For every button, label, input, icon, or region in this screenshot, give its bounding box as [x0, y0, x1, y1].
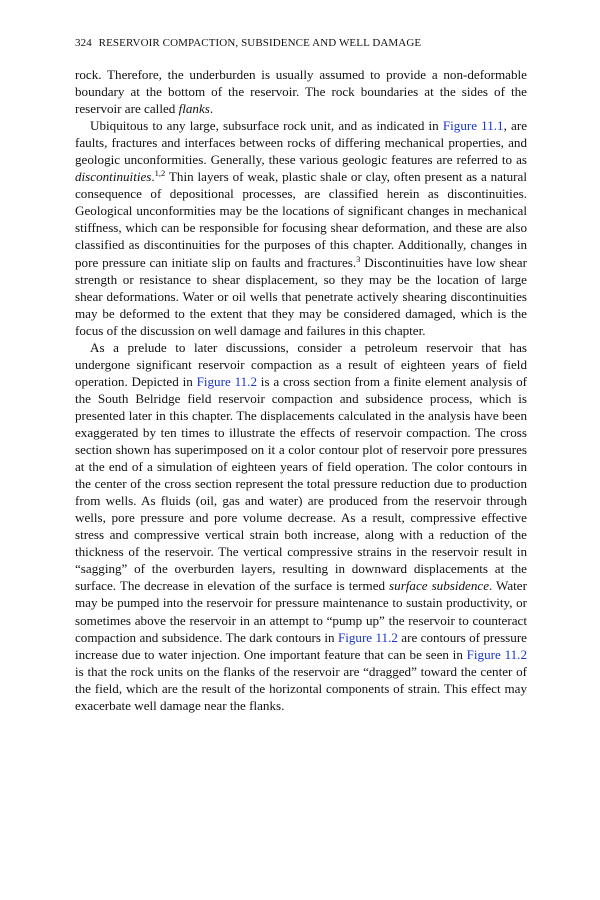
paragraph-text: As a prelude to later discussions, consider a petroleum reservoir that has undergone significant reservoir compaction as a result of eighteen years of field operation. Depicted in	[75, 339, 527, 389]
paragraph-2	[75, 117, 527, 339]
paragraph-text: .	[209, 101, 214, 117]
italic-term: surface subsidence	[389, 578, 490, 594]
reference-superscript: 3	[356, 253, 361, 264]
figure-link[interactable]: Figure 11.2	[196, 373, 257, 389]
paragraph-text: are contours of pressure increase due to water injection. One important feature that can be seen in	[75, 629, 527, 662]
figure-link[interactable]: Figure 11.2	[337, 629, 398, 645]
paragraph-text: . Water may be pumped into the reservoir for pressure maintenance to sustain productivity, or sometimes above the reservoir in an attempt to “pump up” the reservoir to counteract compaction and subsidence. The dark contours in	[75, 578, 527, 645]
running-header	[75, 36, 527, 50]
paragraph-text: Ubiquitous to any large, subsurface rock unit, and as indicated in	[90, 118, 443, 134]
paragraph-text: Thin layers of weak, plastic shale or clay, often present as a natural consequence of depositional processes, are classified herein as discontinuities. Geological unconformities may be the locations of significant changes in mechanical stiffness, which can be responsible for focusing shear deformation, and these are also classified as discontinuities for the purposes of this chapter. Additionally, changes in pore pressure can initiate slip on faults and fractures.	[75, 169, 527, 270]
figure-link[interactable]: Figure 11.1	[442, 118, 504, 134]
figure-link[interactable]: Figure 11.2	[466, 646, 527, 662]
paragraph-text: .	[151, 169, 155, 185]
reference-superscript: 1,2	[154, 168, 166, 179]
paragraph-3	[75, 339, 527, 714]
paragraph-text: rock. Therefore, the underburden is usually assumed to provide a non-deformable boundary at the bottom of the reservoir. The rock boundaries at the sides of the reservoir are called	[75, 67, 527, 117]
paragraph-text: is that the rock units on the flanks of the reservoir are “dragged” toward the center of the field, which are the result of the horizontal components of strain. This effect may exacerbate well damage near the flanks.	[75, 663, 527, 713]
paragraph-text: is a cross section from a finite element analysis of the South Belridge field reservoir compaction and subsidence process, which is presented later in this chapter. The displacements calculated in the analysis have been exaggerated by ten times to illustrate the effects of reservoir compaction. The cross section shown has superimposed on it a color contour plot of reservoir pore pressures at the end of a simulation of eighteen years of field operation. The color contours in the center of the cross section represent the total pressure reduction due to production from wells. As fluids (oil, gas and water) are produced from the reservoir through wells, pore pressure and pore volume decrease. As a result, compressive effective stress and compressive vertical strain both increase, along with a reduction of the thickness of the reservoir. The vertical compressive strains in the reservoir result in “sagging” of the overburden layers, resulting in downward displacements at the surface. The decrease in elevation of the surface is termed	[75, 373, 527, 594]
document-page	[75, 36, 527, 714]
page-number: 324	[75, 37, 92, 49]
running-title: RESERVOIR COMPACTION, SUBSIDENCE AND WELL DAMAGE	[98, 37, 422, 49]
paragraph-1	[75, 66, 527, 117]
italic-term: discontinuities	[75, 169, 152, 185]
paragraph-text: , are faults, fractures and interfaces between rocks of differing mechanical properties, and geologic unconformities. Generally, these various geologic features are referred to as	[75, 118, 528, 168]
paragraph-text: Discontinuities have low shear strength or resistance to shear displacement, so they may be the location of large shear deformations. Water or oil wells that penetrate actively shearing discontinuities may be deformed to the extent that they may be considered damaged, which is the focus of the discussion on well damage and failures in this chapter.	[75, 254, 527, 338]
italic-term: flanks	[178, 101, 210, 117]
